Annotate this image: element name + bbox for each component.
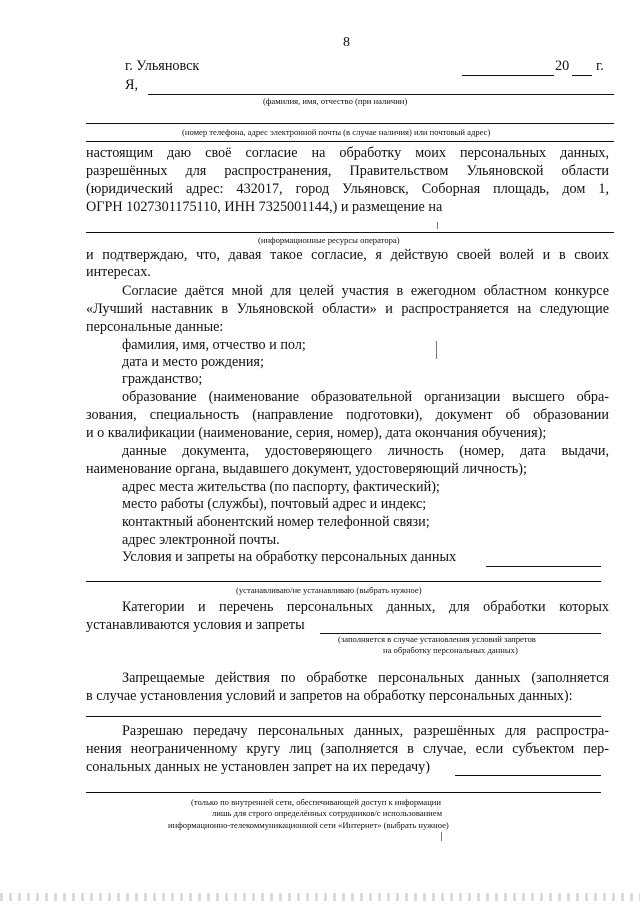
consent-line: (юридический адрес: 432017, город Ульяновск, Соборная площадь, дом 1, bbox=[86, 181, 609, 197]
conditions-label: Условия и запреты на обработку персональных данных bbox=[122, 549, 457, 565]
categories-line: устанавливаются условия и запреты bbox=[86, 617, 305, 633]
year-line[interactable] bbox=[572, 75, 592, 76]
list-item: фамилия, имя, отчество и пол; bbox=[122, 337, 306, 353]
margin-mark bbox=[437, 222, 438, 229]
prohibited-line: Запрещаемые действия по обработке персональных данных (заполняется bbox=[122, 670, 609, 686]
final-caption: (только по внутренней сети, обеспечивающей доступ к информации bbox=[191, 797, 441, 807]
list-item: зования, специальность (направление подготовки), документ об образовании bbox=[86, 407, 609, 423]
fio-caption: (фамилия, имя, отчество (при наличии) bbox=[263, 96, 408, 106]
info-resources-caption: (информационные ресурсы оператора) bbox=[258, 235, 400, 245]
confirm-line: интересах. bbox=[86, 264, 151, 280]
list-item: гражданство; bbox=[122, 371, 203, 387]
transfer-line: сональных данных не установлен запрет на их передачу) bbox=[86, 759, 430, 775]
transfer-inline-line[interactable] bbox=[455, 775, 601, 776]
list-item: наименование органа, выдавшего документ, удостоверяющий личность); bbox=[86, 461, 527, 477]
prohibited-line-field[interactable] bbox=[86, 716, 601, 717]
prohibited-line: в случае установления условий и запретов на обработку персональных данных): bbox=[86, 688, 573, 704]
list-item: образование (наименование образовательной организации высшего обра- bbox=[122, 389, 609, 405]
consent-top-rule bbox=[86, 141, 614, 142]
consent-line: разрешённых для распространения, Правительством Ульяновской области bbox=[86, 163, 609, 179]
final-caption: информационно-телекоммуникационной сети «Интернет» (выбрать нужное) bbox=[168, 820, 449, 830]
establish-caption: (устанавливаю/не устанавливаю (выбрать нужное) bbox=[236, 585, 422, 595]
list-item: адрес места жительства (по паспорту, фактический); bbox=[122, 479, 440, 495]
contacts-line[interactable] bbox=[86, 123, 614, 124]
margin-mark bbox=[436, 341, 437, 359]
i-label: Я, bbox=[125, 77, 139, 93]
confirm-line: и подтверждаю, что, давая такое согласие, я действую своей волей и в своих bbox=[86, 247, 609, 263]
conditions-line[interactable] bbox=[86, 581, 601, 582]
transfer-line: нения неограниченному кругу лиц (заполняется в случае, если субъектом пер- bbox=[86, 741, 609, 757]
year-prefix: 20 bbox=[555, 58, 570, 74]
fio-line[interactable] bbox=[148, 94, 614, 95]
purpose-line: «Лучший наставник в Ульяновской области» и распространяется на следующие bbox=[86, 301, 609, 317]
conditions-inline-line[interactable] bbox=[486, 566, 601, 567]
list-item: данные документа, удостоверяющего личность (номер, дата выдачи, bbox=[122, 443, 609, 459]
year-suffix: г. bbox=[596, 58, 604, 74]
city-label: г. Ульяновск bbox=[125, 58, 200, 74]
list-item: адрес электронной почты. bbox=[122, 532, 280, 548]
final-caption: лишь для строго определённых сотрудников/с использованием bbox=[212, 808, 443, 818]
page-number: 8 bbox=[343, 35, 350, 50]
list-item: место работы (службы), почтовый адрес и индекс; bbox=[122, 496, 427, 512]
transfer-line-field[interactable] bbox=[86, 792, 601, 793]
margin-mark bbox=[441, 832, 442, 841]
fill-conditions-caption: на обработку персональных данных) bbox=[383, 645, 518, 655]
contacts-caption: (номер телефона, адрес электронной почты (в случае наличия) или почтовый адрес) bbox=[182, 127, 491, 137]
categories-line: Категории и перечень персональных данных, для обработки которых bbox=[122, 599, 609, 615]
purpose-line: персональные данные: bbox=[86, 319, 224, 335]
scan-edge bbox=[0, 893, 640, 901]
consent-line: настоящим даю своё согласие на обработку моих персональных данных, bbox=[86, 145, 609, 161]
list-item: дата и место рождения; bbox=[122, 354, 264, 370]
date-line[interactable] bbox=[462, 75, 554, 76]
purpose-line: Согласие даётся мной для целей участия в ежегодном областном конкурсе bbox=[122, 283, 609, 299]
consent-line: ОГРН 1027301175110, ИНН 7325001144,) и размещение на bbox=[86, 199, 443, 215]
info-resources-line[interactable] bbox=[86, 232, 614, 233]
list-item: контактный абонентский номер телефонной связи; bbox=[122, 514, 430, 530]
list-item: и о квалификации (наименование, серия, номер), дата окончания обучения); bbox=[86, 425, 547, 441]
transfer-line: Разрешаю передачу персональных данных, разрешённых для распростра- bbox=[122, 723, 609, 739]
fill-conditions-caption: (заполняется в случае установления условий запретов bbox=[338, 634, 536, 644]
